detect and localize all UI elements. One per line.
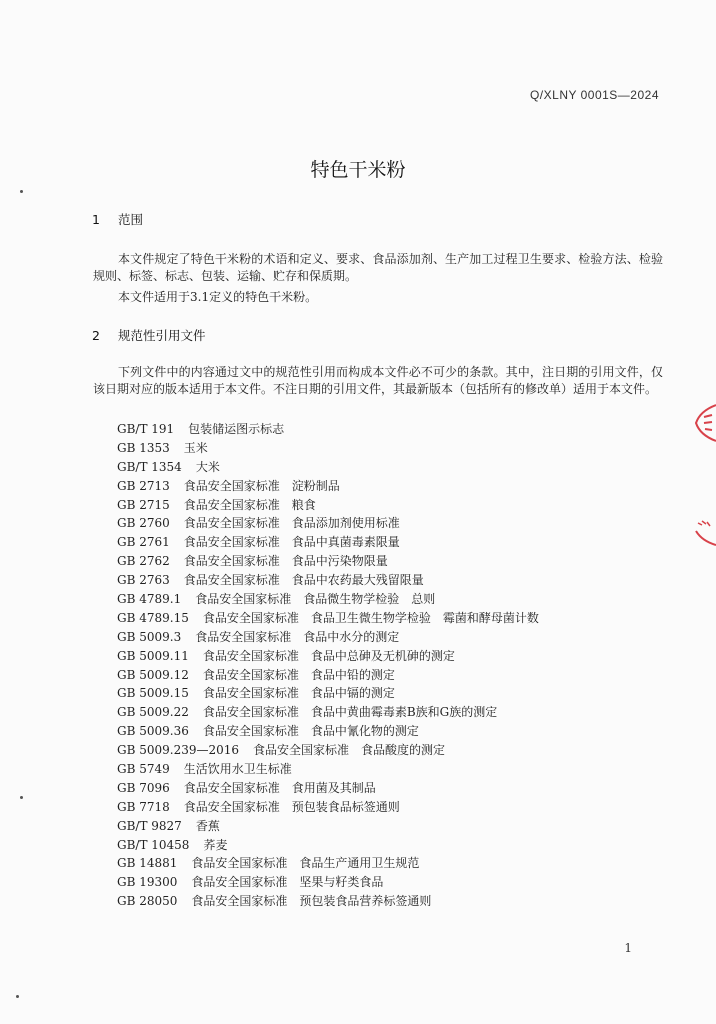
reference-item <box>117 873 539 892</box>
reference-title: 食品安全国家标准 食品中铅的测定 <box>202 667 395 682</box>
reference-code: GB 7096 <box>117 780 170 795</box>
reference-item <box>117 817 539 836</box>
reference-code: GB/T 9827 <box>117 818 182 833</box>
reference-code: GB 2762 <box>117 554 170 569</box>
reference-code: GB 5009.239—2016 <box>117 743 240 758</box>
reference-code: GB 4789.15 <box>117 610 189 625</box>
reference-title: 食品安全国家标准 食品中黄曲霉毒素B族和G族的测定 <box>202 705 498 720</box>
reference-item <box>117 514 539 533</box>
section-title: 范围 <box>117 212 143 227</box>
reference-title: 食品安全国家标准 食用菌及其制品 <box>183 780 376 795</box>
reference-item <box>117 590 539 609</box>
reference-item <box>117 458 539 477</box>
reference-code: GB 2761 <box>117 535 170 550</box>
reference-title: 大米 <box>195 459 220 474</box>
scope-applicability: 本文件适用于3.1定义的特色干米粉。 <box>118 290 318 304</box>
reference-title: 食品安全国家标准 淀粉制品 <box>183 478 340 493</box>
reference-title: 食品安全国家标准 食品中镉的测定 <box>202 686 395 701</box>
reference-item <box>117 854 539 873</box>
reference-item <box>117 779 539 798</box>
section-number: 1 <box>92 212 100 227</box>
reference-item <box>117 703 539 722</box>
reference-title: 食品安全国家标准 食品中氰化物的测定 <box>202 724 419 739</box>
reference-item <box>117 477 539 496</box>
reference-title: 食品安全国家标准 食品酸度的测定 <box>253 743 446 758</box>
page-number: 1 <box>624 941 632 955</box>
reference-title: 食品安全国家标准 食品微生物学检验 总则 <box>195 592 436 607</box>
reference-title: 食品安全国家标准 食品中真菌毒素限量 <box>183 535 400 550</box>
reference-code: GB 5009.15 <box>117 686 189 701</box>
reference-item <box>117 533 539 552</box>
reference-code: GB/T 10458 <box>117 837 190 852</box>
reference-code: GB 4789.1 <box>117 592 182 607</box>
reference-list <box>117 420 539 911</box>
reference-item <box>117 647 539 666</box>
reference-item <box>117 420 539 439</box>
reference-title: 食品安全国家标准 食品中水分的测定 <box>195 629 400 644</box>
reference-title: 食品安全国家标准 粮食 <box>183 497 316 512</box>
seal-fragment-upper <box>690 403 716 443</box>
standard-code: Q/XLNY 0001S—2024 <box>529 88 659 102</box>
reference-code: GB 5749 <box>117 762 170 777</box>
reference-item <box>117 571 539 590</box>
reference-title: 食品安全国家标准 食品生产通用卫生规范 <box>191 856 420 871</box>
scan-speck <box>20 190 23 193</box>
reference-item <box>117 760 539 779</box>
scan-speck <box>20 796 23 799</box>
reference-item <box>117 836 539 855</box>
reference-item <box>117 892 539 911</box>
reference-title: 食品安全国家标准 食品添加剂使用标准 <box>183 516 400 531</box>
reference-code: GB 2713 <box>117 478 170 493</box>
section-heading-normative <box>92 326 206 344</box>
reference-title: 食品安全国家标准 食品中总砷及无机砷的测定 <box>202 648 455 663</box>
reference-item <box>117 741 539 760</box>
reference-code: GB 5009.22 <box>117 705 189 720</box>
scan-speck <box>16 995 19 998</box>
reference-code: GB 28050 <box>117 894 178 909</box>
reference-title: 食品安全国家标准 坚果与籽类食品 <box>191 875 384 890</box>
reference-code: GB 2760 <box>117 516 170 531</box>
reference-item <box>117 439 539 458</box>
reference-title: 玉米 <box>183 440 208 455</box>
reference-code: GB 5009.11 <box>117 648 189 663</box>
reference-code: GB 5009.3 <box>117 629 182 644</box>
reference-code: GB 1353 <box>117 440 170 455</box>
scope-paragraph: 本文件规定了特色干米粉的术语和定义、要求、食品添加剂、生产加工过程卫生要求、检验方法、检验规则、标签、标志、包装、运输、贮存和保质期。 <box>93 252 663 283</box>
reference-title: 食品安全国家标准 预包装食品标签通则 <box>183 799 400 814</box>
reference-item <box>117 609 539 628</box>
reference-title: 食品安全国家标准 食品卫生微生物学检验 霉菌和酵母菌计数 <box>202 610 539 625</box>
reference-item <box>117 798 539 817</box>
reference-code: GB 14881 <box>117 856 178 871</box>
normative-intro: 下列文件中的内容通过文中的规范性引用而构成本文件必不可少的条款。其中，注日期的引用文件，仅该日期对应的版本适用于本文件。不注日期的引用文件，其最新版本（包括所有的修改单）适用于本文件。 <box>93 365 663 396</box>
reference-title: 食品安全国家标准 预包装食品营养标签通则 <box>191 894 432 909</box>
reference-title: 食品安全国家标准 食品中农药最大残留限量 <box>183 573 424 588</box>
document-title: 特色干米粉 <box>310 159 406 181</box>
reference-item <box>117 552 539 571</box>
seal-fragment-lower <box>690 515 716 555</box>
reference-code: GB 7718 <box>117 799 170 814</box>
reference-title: 香蕉 <box>195 818 220 833</box>
reference-code: GB/T 1354 <box>117 459 182 474</box>
reference-title: 食品安全国家标准 食品中污染物限量 <box>183 554 388 569</box>
reference-item <box>117 628 539 647</box>
reference-title: 包装储运图示标志 <box>188 422 285 436</box>
reference-code: GB 19300 <box>117 875 178 890</box>
section-number: 2 <box>92 328 100 343</box>
reference-code: GB 2763 <box>117 573 170 588</box>
reference-code: GB 2715 <box>117 497 170 512</box>
reference-title: 生活饮用水卫生标准 <box>183 762 292 777</box>
reference-code: GB 5009.36 <box>117 724 189 739</box>
reference-item <box>117 666 539 685</box>
reference-item <box>117 496 539 515</box>
section-title: 规范性引用文件 <box>117 328 206 343</box>
reference-code: GB/T 191 <box>117 422 175 436</box>
reference-code: GB 5009.12 <box>117 667 189 682</box>
reference-item <box>117 684 539 703</box>
section-heading-scope <box>92 210 143 228</box>
reference-title: 荞麦 <box>203 837 228 852</box>
reference-item <box>117 722 539 741</box>
